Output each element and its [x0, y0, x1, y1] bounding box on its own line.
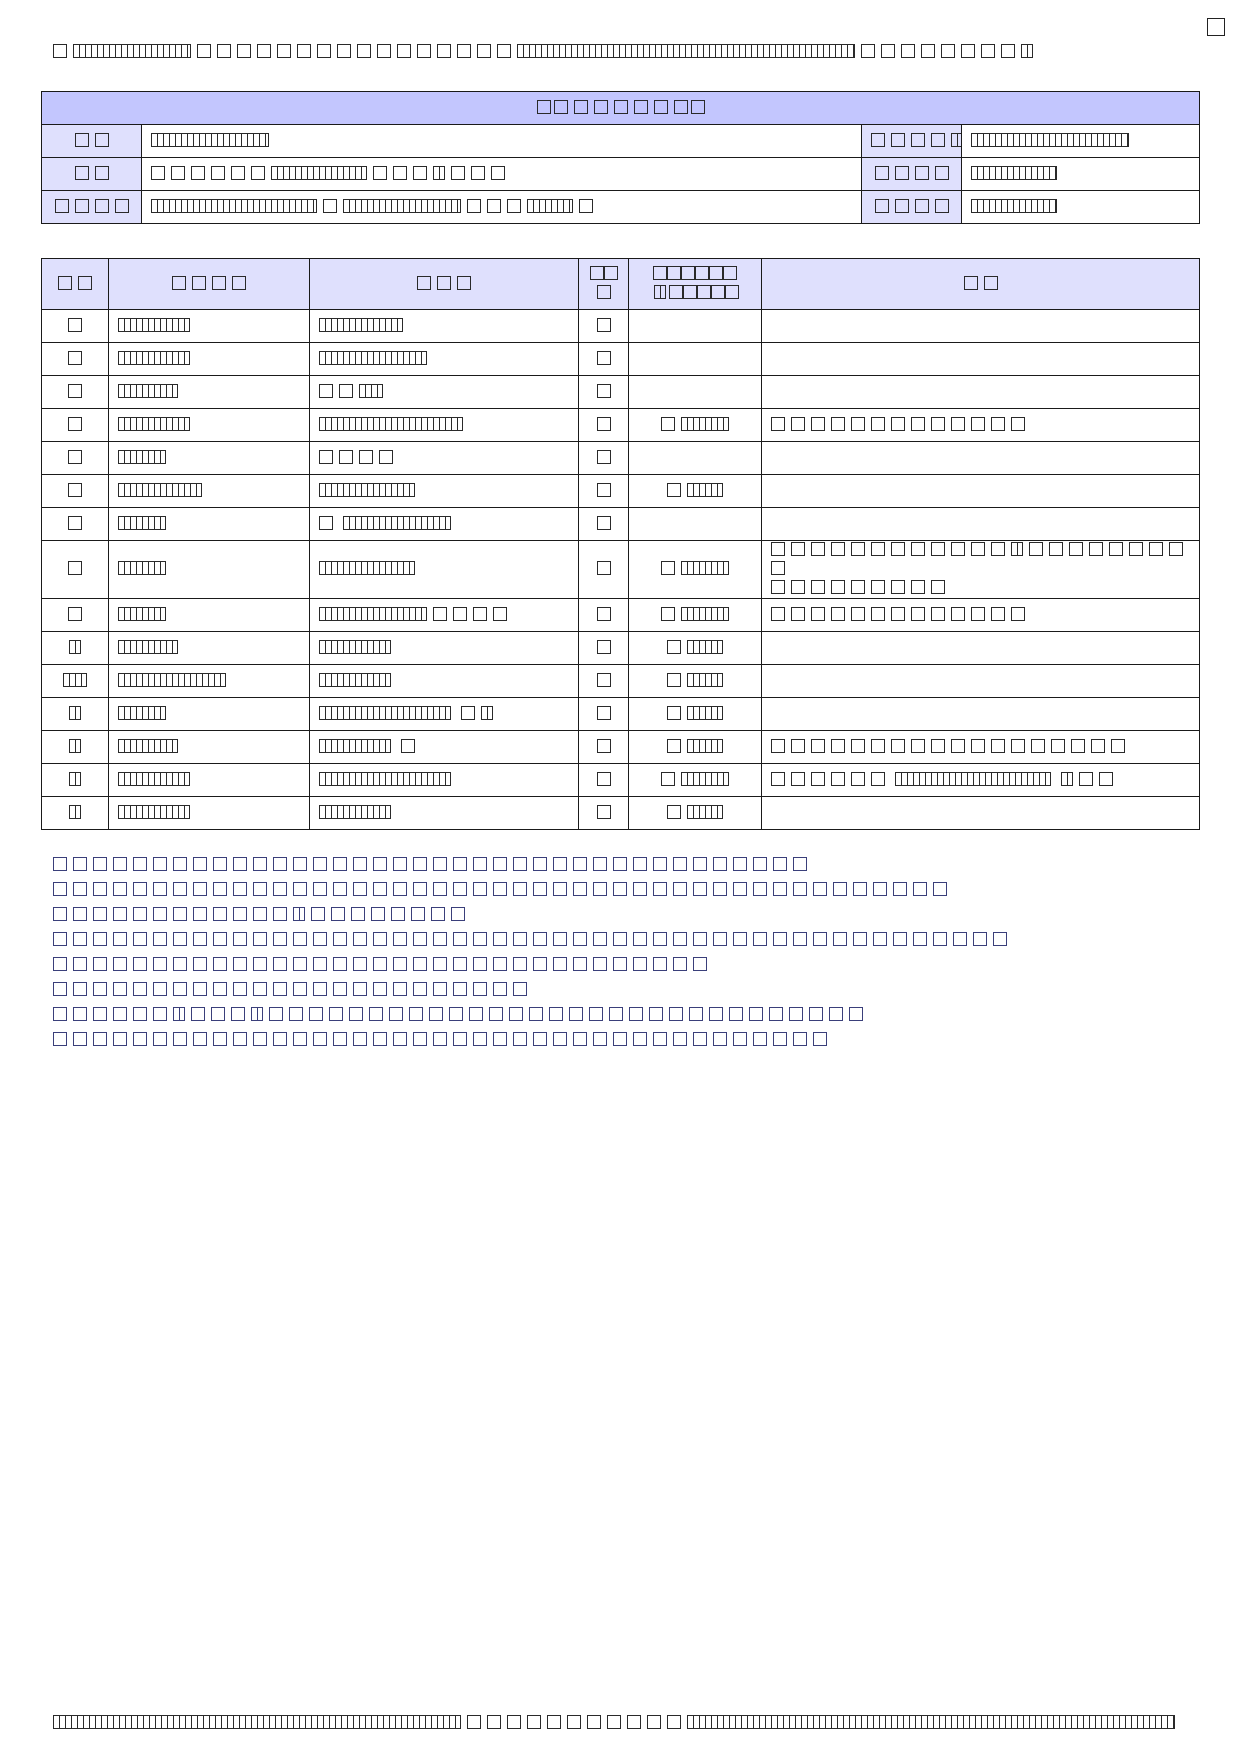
item-row — [42, 409, 1200, 442]
item-row — [42, 310, 1200, 343]
item-code — [109, 409, 310, 442]
item-price — [629, 310, 762, 343]
item-price — [629, 764, 762, 797]
item-row — [42, 541, 1200, 599]
column-header — [762, 259, 1200, 310]
item-price — [629, 541, 762, 599]
item-number — [42, 632, 109, 665]
item-code — [109, 475, 310, 508]
item-quantity — [579, 343, 629, 376]
item-number — [42, 409, 109, 442]
item-number — [42, 665, 109, 698]
item-quantity — [579, 797, 629, 830]
item-row — [42, 343, 1200, 376]
info-value — [962, 158, 1200, 191]
item-name — [310, 797, 579, 830]
item-price — [629, 599, 762, 632]
item-price — [629, 797, 762, 830]
item-remark — [762, 698, 1200, 731]
item-row — [42, 797, 1200, 830]
item-remark — [762, 409, 1200, 442]
item-number — [42, 731, 109, 764]
info-value — [962, 125, 1200, 158]
item-name — [310, 632, 579, 665]
item-quantity — [579, 508, 629, 541]
info-label — [42, 158, 142, 191]
item-number — [42, 310, 109, 343]
item-code — [109, 764, 310, 797]
item-price — [629, 475, 762, 508]
note-line — [50, 879, 1010, 904]
item-number — [42, 599, 109, 632]
item-price — [629, 632, 762, 665]
item-price — [629, 442, 762, 475]
note-line — [50, 979, 1010, 1004]
item-code — [109, 508, 310, 541]
note-line — [50, 929, 1010, 954]
item-row — [42, 442, 1200, 475]
info-label — [42, 125, 142, 158]
item-price — [629, 698, 762, 731]
item-quantity — [579, 731, 629, 764]
column-header — [629, 259, 762, 310]
note-line — [50, 1004, 1010, 1029]
item-remark — [762, 731, 1200, 764]
page-header-line — [50, 44, 1036, 60]
notes-block — [50, 854, 1010, 1054]
item-row — [42, 475, 1200, 508]
item-remark — [762, 764, 1200, 797]
page-footer — [50, 1712, 1178, 1731]
column-header — [109, 259, 310, 310]
item-name — [310, 442, 579, 475]
item-quantity — [579, 698, 629, 731]
item-code — [109, 797, 310, 830]
info-row — [42, 125, 1200, 158]
item-remark — [762, 508, 1200, 541]
item-quantity — [579, 376, 629, 409]
item-price — [629, 731, 762, 764]
item-quantity — [579, 632, 629, 665]
info-label — [42, 191, 142, 224]
item-price — [629, 665, 762, 698]
item-code — [109, 599, 310, 632]
item-code — [109, 541, 310, 599]
item-number — [42, 764, 109, 797]
items-header-row — [42, 259, 1200, 310]
item-remark — [762, 665, 1200, 698]
info-label — [862, 125, 962, 158]
item-row — [42, 599, 1200, 632]
item-row — [42, 376, 1200, 409]
item-number — [42, 343, 109, 376]
header-info-table — [41, 91, 1200, 224]
items-table — [41, 258, 1200, 830]
item-row — [42, 698, 1200, 731]
info-row — [42, 191, 1200, 224]
item-quantity — [579, 475, 629, 508]
column-header — [579, 259, 629, 310]
column-header — [42, 259, 109, 310]
info-value — [142, 158, 862, 191]
note-line — [50, 854, 1010, 879]
note-line — [50, 954, 1010, 979]
info-label — [862, 158, 962, 191]
item-remark — [762, 343, 1200, 376]
item-name — [310, 409, 579, 442]
item-remark — [762, 632, 1200, 665]
item-quantity — [579, 764, 629, 797]
item-number — [42, 797, 109, 830]
item-number — [42, 376, 109, 409]
item-remark — [762, 376, 1200, 409]
column-header — [310, 259, 579, 310]
info-value — [962, 191, 1200, 224]
info-table-title — [42, 92, 1200, 125]
item-name — [310, 376, 579, 409]
item-quantity — [579, 310, 629, 343]
item-price — [629, 376, 762, 409]
item-price — [629, 409, 762, 442]
item-code — [109, 698, 310, 731]
note-line — [50, 1029, 1010, 1054]
item-row — [42, 632, 1200, 665]
item-name — [310, 508, 579, 541]
info-label — [862, 191, 962, 224]
item-row — [42, 508, 1200, 541]
item-remark — [762, 541, 1200, 599]
item-quantity — [579, 541, 629, 599]
item-row — [42, 665, 1200, 698]
item-name — [310, 475, 579, 508]
item-price — [629, 343, 762, 376]
item-name — [310, 698, 579, 731]
item-number — [42, 508, 109, 541]
item-remark — [762, 599, 1200, 632]
info-row — [42, 158, 1200, 191]
item-code — [109, 376, 310, 409]
item-remark — [762, 797, 1200, 830]
item-name — [310, 343, 579, 376]
item-remark — [762, 310, 1200, 343]
item-quantity — [579, 409, 629, 442]
item-code — [109, 442, 310, 475]
item-price — [629, 508, 762, 541]
item-code — [109, 665, 310, 698]
item-code — [109, 343, 310, 376]
item-number — [42, 475, 109, 508]
info-value — [142, 125, 862, 158]
item-quantity — [579, 665, 629, 698]
corner-mark — [1207, 18, 1225, 36]
item-remark — [762, 442, 1200, 475]
item-name — [310, 731, 579, 764]
item-number — [42, 698, 109, 731]
item-code — [109, 310, 310, 343]
note-line — [50, 904, 1010, 929]
item-quantity — [579, 442, 629, 475]
item-code — [109, 632, 310, 665]
item-quantity — [579, 599, 629, 632]
info-value — [142, 191, 862, 224]
item-row — [42, 731, 1200, 764]
item-name — [310, 541, 579, 599]
item-name — [310, 599, 579, 632]
item-name — [310, 665, 579, 698]
item-name — [310, 764, 579, 797]
item-code — [109, 731, 310, 764]
item-number — [42, 442, 109, 475]
item-number — [42, 541, 109, 599]
item-remark — [762, 475, 1200, 508]
item-row — [42, 764, 1200, 797]
item-name — [310, 310, 579, 343]
